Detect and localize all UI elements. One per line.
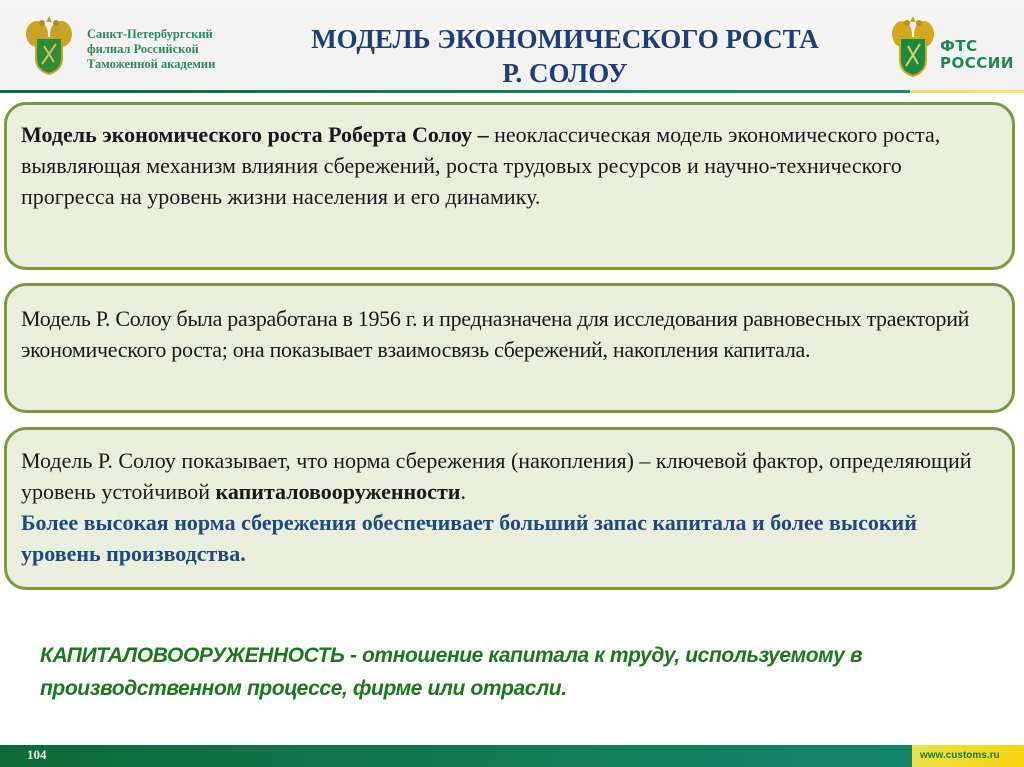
emblem-eagle-icon — [890, 14, 936, 78]
header-divider — [0, 90, 1024, 93]
box-text-end: . — [460, 479, 466, 504]
institution-line: Санкт-Петербургский — [87, 27, 213, 41]
website-link[interactable]: www.customs.ru — [920, 750, 1000, 761]
history-box — [4, 283, 1015, 413]
fts-line-2: РОССИИ — [940, 54, 1014, 72]
box-text: неоклассическая модель экономического роста, выявляющая механизм влияния сбережений, роста трудовых ресурсов и научно-технического прогресса на уровень жизни населения и его динамику. — [21, 122, 941, 209]
institution-name — [87, 27, 215, 72]
savings-box — [4, 427, 1015, 590]
footer-bar — [0, 745, 1024, 767]
box-highlight: Более высокая норма сбережения обеспечивает больший запас капитала и более высокий уровень производства. — [21, 510, 917, 566]
box-term: капиталовооруженности — [215, 479, 461, 504]
definition-term: КАПИТАЛОВООРУЖЕННОСТЬ — [40, 644, 345, 667]
institution-line: филиал Российской — [87, 42, 199, 56]
emblem-eagle-icon — [24, 14, 74, 76]
box-text: Модель Р. Солоу показывает, что норма сбережения (накопления) – ключевой фактор, определяющий уровень устойчивой — [21, 448, 972, 504]
fts-logo-text — [940, 38, 1014, 72]
box-text: Модель Р. Солоу была разработана в 1956 г. и предназначена для исследования равновесных траекторий экономического роста; она показывает взаимосвязь сбережений, накопления капитала. — [21, 306, 970, 362]
definition-text: - отношение капитала к труду, используемому в производственном процессе, фирме или отрасли. — [40, 644, 863, 700]
definition-box-solow — [4, 102, 1015, 270]
capital-labor-definition — [40, 639, 980, 705]
slide-title — [290, 22, 840, 90]
fts-line-1: ФТС — [940, 37, 978, 55]
title-line-1: МОДЕЛЬ ЭКОНОМИЧЕСКОГО РОСТА — [311, 24, 819, 54]
box-lead: Модель экономического роста Роберта Солоу – — [21, 122, 489, 147]
institution-line: Таможенной академии — [87, 57, 216, 71]
title-line-2: Р. СОЛОУ — [502, 58, 628, 88]
page-number: 104 — [27, 747, 47, 762]
